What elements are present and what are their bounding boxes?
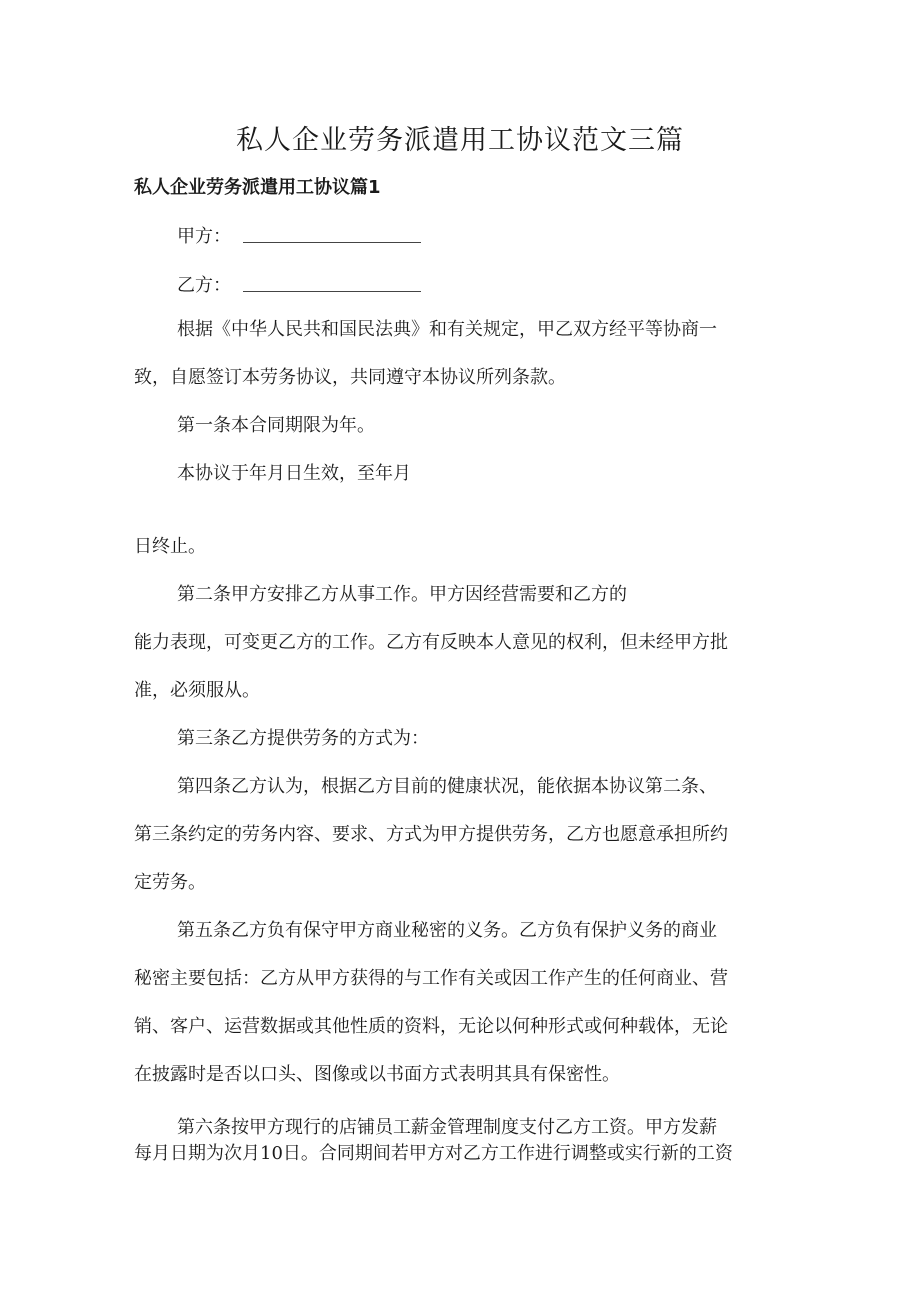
party-b-label: 乙方： [177,275,231,296]
paragraph-line: 第一条本合同期限为年。 [177,415,375,436]
paragraph-line: 第五条乙方负有保守甲方商业秘密的义务。乙方负有保护义务的商业 [177,920,717,941]
party-b-blank-line [243,291,421,292]
paragraph-line: 致，自愿签订本劳务协议，共同遵守本协议所列条款。 [134,367,566,388]
section-heading: 私人企业劳务派遣用工协议篇1 [134,177,381,198]
paragraph-line: 日终止。 [134,536,206,557]
paragraph-line: 秘密主要包括：乙方从甲方获得的与工作有关或因工作产生的任何商业、营 [134,968,728,989]
document-title: 私人企业劳务派遣用工协议范文三篇 [236,125,684,156]
paragraph-line: 根据《中华人民共和国民法典》和有关规定，甲乙双方经平等协商一 [177,319,717,340]
paragraph-line: 第三条乙方提供劳务的方式为： [177,728,429,749]
paragraph-line: 能力表现，可变更乙方的工作。乙方有反映本人意见的权利，但未经甲方批 [134,632,728,653]
paragraph-line: 在披露时是否以口头、图像或以书面方式表明其具有保密性。 [134,1064,620,1085]
paragraph-line: 本协议于年月日生效，至年月 [177,463,411,484]
paragraph-line: 第六条按甲方现行的店铺员工薪金管理制度支付乙方工资。甲方发薪 [177,1117,717,1138]
paragraph-line: 每月日期为次月10日。合同期间若甲方对乙方工作进行调整或实行新的工资 [134,1143,733,1164]
party-a-blank-line [243,242,421,243]
paragraph-line: 第三条约定的劳务内容、要求、方式为甲方提供劳务，乙方也愿意承担所约 [134,824,728,845]
paragraph-line: 第四条乙方认为，根据乙方目前的健康状况，能依据本协议第二条、 [177,776,717,797]
paragraph-line: 第二条甲方安排乙方从事工作。甲方因经营需要和乙方的 [177,584,627,605]
party-a-label: 甲方： [177,226,231,247]
paragraph-line: 销、客户、运营数据或其他性质的资料，无论以何种形式或何种载体，无论 [134,1016,728,1037]
paragraph-line: 准，必须服从。 [134,680,260,701]
paragraph-line: 定劳务。 [134,872,206,893]
